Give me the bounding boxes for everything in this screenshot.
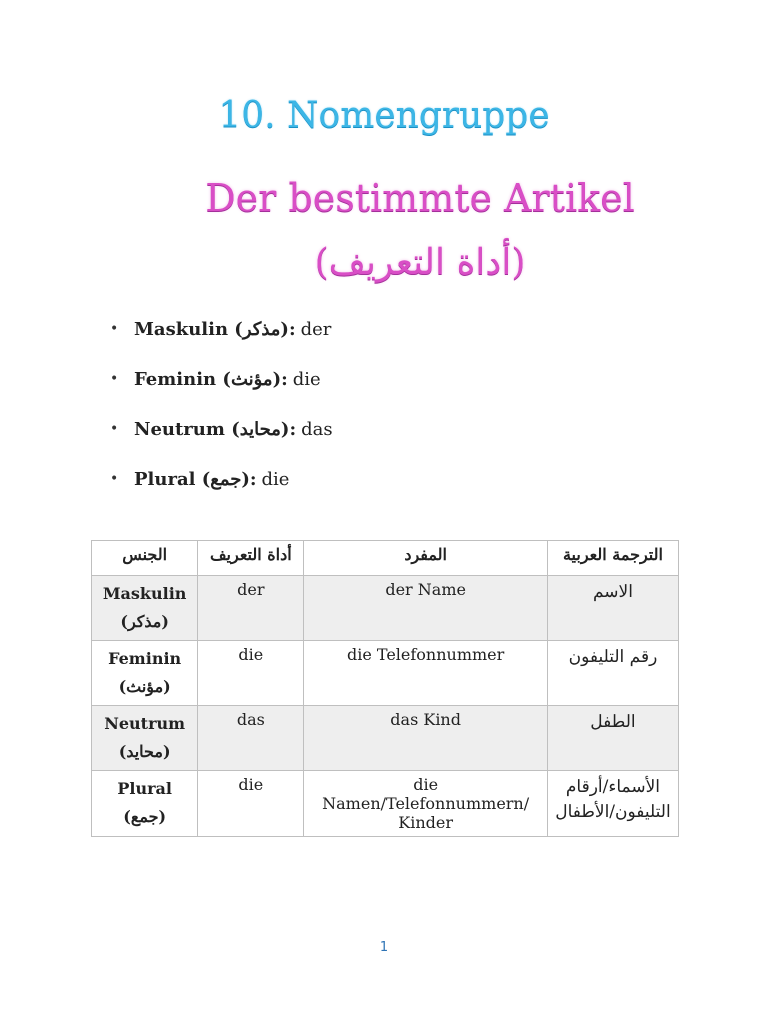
bullet-icon: • [110,471,119,487]
cell-article: der [198,576,304,641]
bullet-icon: • [110,371,119,387]
cell-gender: Neutrum (محايد) [92,706,198,771]
subtitle-german: Der bestimmte Artikel [205,176,635,220]
article-label: Plural (جمع): [134,468,257,490]
cell-noun: das Kind [304,706,548,771]
bullet-icon: • [110,421,119,437]
cell-article: die [198,641,304,706]
page-number: 1 [379,940,389,955]
list-item [110,454,333,504]
table-row [92,576,679,641]
cell-translation: الطفل [547,706,678,771]
header-gender: الجنس [92,541,198,576]
header-singular: المفرد [304,541,548,576]
cell-translation: الاسم [547,576,678,641]
section-title: 10. Nomengruppe [218,95,550,136]
cell-noun: der Name [304,576,548,641]
header-article: أداة التعريف [198,541,304,576]
cell-gender: Feminin (مؤنث) [92,641,198,706]
list-item [110,354,333,404]
cell-translation: رقم التليفون [547,641,678,706]
list-item [110,304,333,354]
cell-article: das [198,706,304,771]
list-item [110,404,333,454]
article-value: die [261,468,290,490]
cell-gender: Maskulin (مذكر) [92,576,198,641]
table-header-row [92,541,679,576]
table-row [92,706,679,771]
article-label: Feminin (مؤنث): [134,368,288,390]
subtitle-arabic: (أداة التعريف) [314,242,526,283]
article-list [110,304,333,504]
article-value: der [300,318,332,340]
article-label: Maskulin (مذكر): [134,318,296,340]
bullet-icon: • [110,321,119,337]
cell-noun: die Namen/Telefonnummern/ Kinder [304,771,548,837]
article-table [91,540,679,837]
article-label: Neutrum (محايد): [134,418,297,440]
cell-noun: die Telefonnummer [304,641,548,706]
cell-article: die [198,771,304,837]
cell-gender: Plural (جمع) [92,771,198,837]
cell-translation: الأسماء/أرقام التليفون/الأطفال [547,771,678,837]
header-translation: الترجمة العربية [547,541,678,576]
table-row [92,771,679,837]
table-row [92,641,679,706]
article-value: die [292,368,321,390]
article-value: das [301,418,333,440]
